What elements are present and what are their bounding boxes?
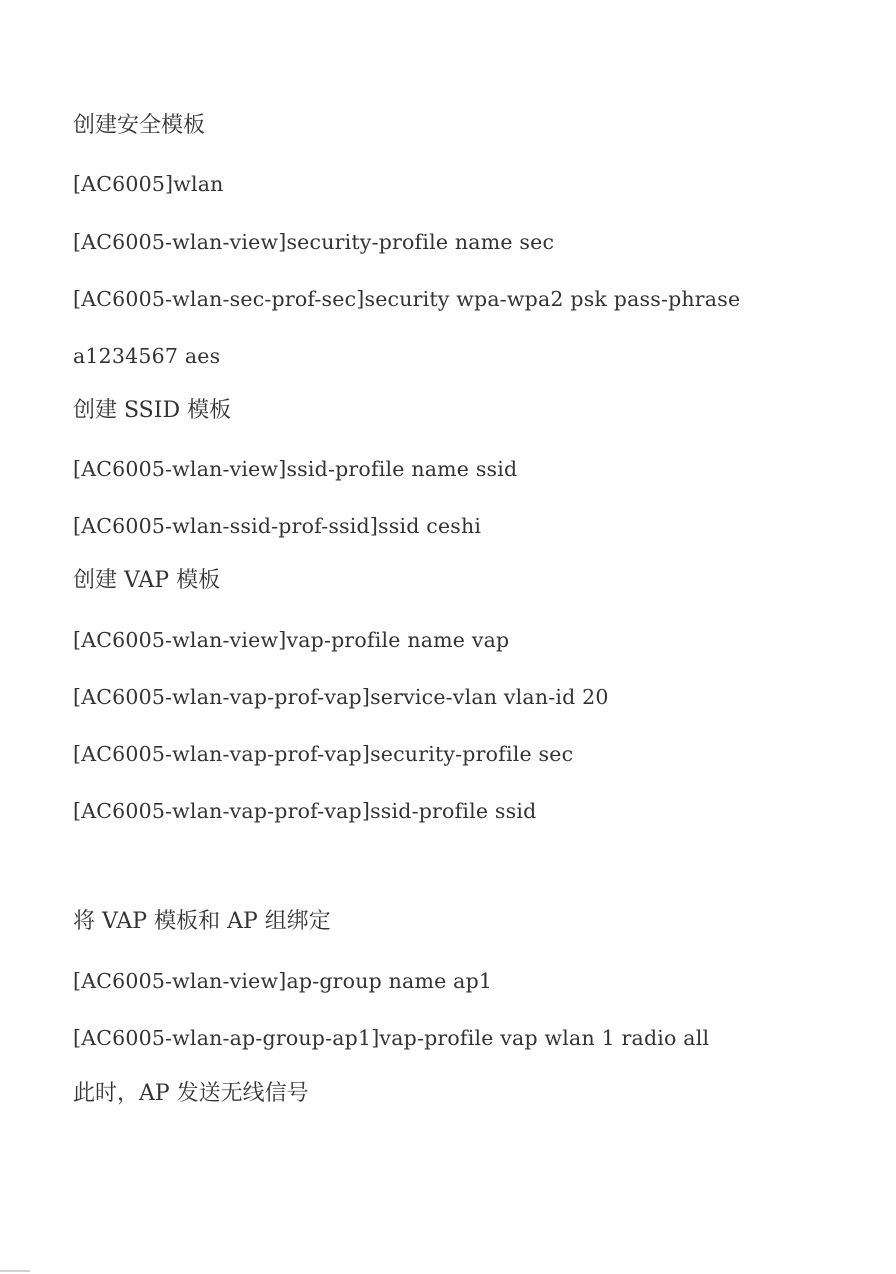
command-line: [AC6005-wlan-ap-group-ap1]vap-profile vap wlan 1 radio all: [73, 1026, 710, 1050]
heading-create-security-profile: 创建安全模板: [73, 113, 206, 138]
command-line: [AC6005-wlan-vap-prof-vap]security-profile sec: [73, 742, 574, 766]
command-line: [AC6005-wlan-view]ssid-profile name ssid: [73, 457, 518, 481]
command-line: [AC6005-wlan-vap-prof-vap]service-vlan vlan-id 20: [73, 685, 609, 709]
command-line: [AC6005-wlan-view]ap-group name ap1: [73, 969, 493, 993]
command-line: [AC6005]wlan: [73, 172, 224, 196]
command-line: [AC6005-wlan-sec-prof-sec]security wpa-wpa2 psk pass-phrase: [73, 287, 741, 311]
closing-note: 此时，AP 发送无线信号: [73, 1081, 309, 1106]
command-line: [AC6005-wlan-view]vap-profile name vap: [73, 628, 510, 652]
heading-bind-vap-to-ap-group: 将 VAP 模板和 AP 组绑定: [73, 909, 331, 934]
command-line-continuation: a1234567 aes: [73, 344, 221, 368]
command-line: [AC6005-wlan-ssid-prof-ssid]ssid ceshi: [73, 514, 482, 538]
page-edge-mark: [0, 1270, 30, 1272]
heading-create-vap-profile: 创建 VAP 模板: [73, 568, 221, 593]
command-line: [AC6005-wlan-view]security-profile name sec: [73, 230, 555, 254]
heading-create-ssid-profile: 创建 SSID 模板: [73, 398, 232, 423]
command-line: [AC6005-wlan-vap-prof-vap]ssid-profile ssid: [73, 799, 537, 823]
